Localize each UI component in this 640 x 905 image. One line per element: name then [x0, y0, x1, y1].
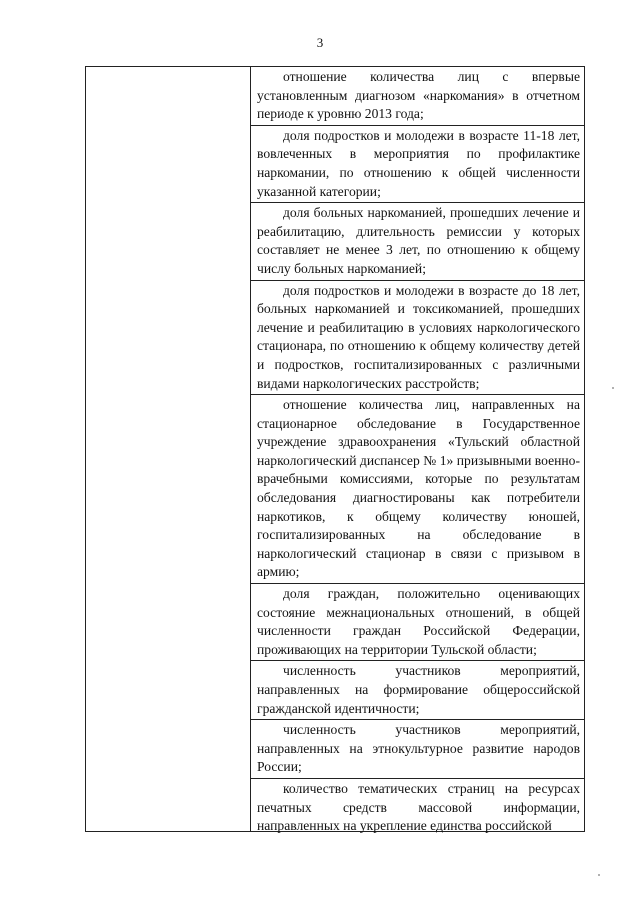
- indicator-item-2: доля подростков и молодежи в возрасте 11-18 лет, вовлеченных в мероприятия по профилактике наркомании, по отношению к общей численности указанной категории;: [251, 126, 584, 203]
- scan-speck: [598, 874, 600, 876]
- indicator-item-5: отношение количества лиц, направленных на стационарное обследование в Государственное учреждение здравоохранения «Тульский областной наркологический диспансер № 1» призывными военно-врачебными комиссиями, которые по результатам обследования диагностированы как потребители наркотиков, к общему количеству юношей, госпитализированных на обследование в наркологический стационар в связи с призывом в армию;: [251, 395, 584, 584]
- indicators-table: [85, 66, 585, 832]
- indicator-item-7: численность участников мероприятий, направленных на формирование общероссийской гражданской идентичности;: [251, 661, 584, 720]
- indicator-item-3: доля больных наркоманией, прошедших лечение и реабилитацию, длительность ремиссии у которых составляет не менее 3 лет, по отношению к общему числу больных наркоманией;: [251, 203, 584, 280]
- page-number: 3: [316, 35, 324, 50]
- indicator-item-4: доля подростков и молодежи в возрасте до 18 лет, больных наркоманией и токсикоманией, прошедших лечение и реабилитацию в условиях наркологического стационара, по отношению к общему количеству детей и подростков, госпитализированных с различными видами наркологических расстройств;: [251, 281, 584, 396]
- scan-speck: [612, 387, 614, 389]
- indicator-item-8: численность участников мероприятий, направленных на этнокультурное развитие народов России;: [251, 720, 584, 779]
- table-left-cell: [86, 67, 250, 831]
- table-right-cell: [251, 67, 584, 834]
- indicator-item-6: доля граждан, положительно оценивающих состояние межнациональных отношений, в общей численности граждан Российской Федерации, проживающих на территории Тульской области;: [251, 584, 584, 661]
- indicator-item-1: отношение количества лиц с впервые установленным диагнозом «наркомания» в отчетном периоде к уровню 2013 года;: [251, 67, 584, 126]
- indicator-item-9: количество тематических страниц на ресурсах печатных средств массовой информации, направленных на укрепление единства российской: [257, 780, 580, 834]
